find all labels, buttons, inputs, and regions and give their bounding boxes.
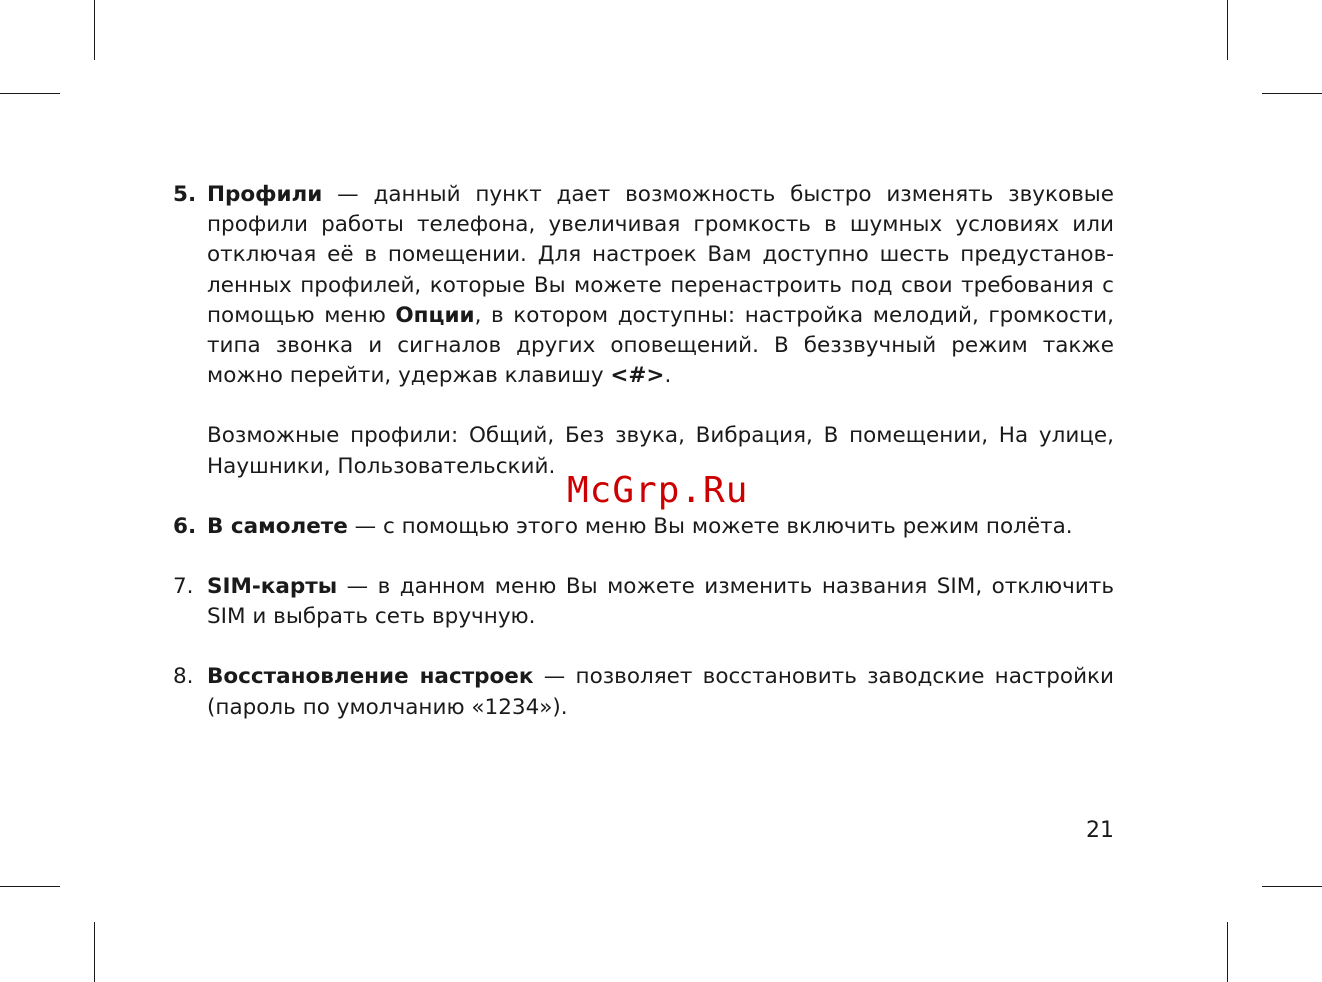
watermark: McGrp.Ru: [567, 470, 749, 511]
crop-mark: [1262, 886, 1322, 887]
profiles-list-text: Возможные профили: Общий, Без звука, Вибрация, В помещении, На улице, Наушники, Пользовательский.: [207, 423, 1114, 479]
item-text: — с помощью этого меню Вы можете включить режим полёта.: [347, 513, 1073, 539]
list-item-airplane: [173, 512, 1114, 542]
page-content: [173, 180, 1114, 723]
item-text: — в данном меню Вы можете изменить названия SIM, отключить SIM и выбрать сеть вручную.: [207, 574, 1114, 630]
crop-mark: [94, 0, 95, 60]
item-number: 7.: [173, 574, 194, 600]
item-number: 6.: [173, 513, 197, 539]
list-item-sim: [173, 572, 1114, 632]
item-title: В самолете: [207, 513, 348, 539]
item-text: — позволяет восстановить заводские настройки (пароль по умолчанию «1234»).: [207, 664, 1114, 720]
crop-mark: [94, 922, 95, 982]
menu-keyword: Опции: [395, 302, 475, 328]
item-title: Профили: [207, 182, 323, 207]
list-item-profiles: [173, 180, 1114, 391]
crop-mark: [1227, 0, 1228, 60]
crop-mark: [1262, 93, 1322, 94]
crop-mark: [0, 93, 60, 94]
page-number: 21: [1086, 818, 1114, 843]
item-text: — данный пункт дает возможность быстро изменять звуковые профили работы телефона, увеличивая громкость в шумных условиях или отключая её в помещении. Для настроек Вам доступно шесть предустановленных профилей, которые Вы можете перенастроить под свои требования с помощью меню: [207, 182, 1114, 328]
key-keyword: <#>: [610, 363, 665, 389]
item-title: Восстановление настроек: [207, 664, 534, 690]
crop-mark: [0, 886, 60, 887]
item-text: , в котором доступны: настройка мелодий, громкости, типа звонка и сигналов других оповещений. В беззвучный режим также можно перейти, удержав клавишу: [207, 302, 1114, 389]
crop-mark: [1227, 922, 1228, 982]
item-number: 8.: [173, 664, 194, 690]
item-text: .: [664, 363, 672, 389]
list-item-reset: [173, 662, 1114, 722]
item-title: SIM-карты: [207, 574, 338, 600]
item-number: 5.: [173, 182, 197, 207]
